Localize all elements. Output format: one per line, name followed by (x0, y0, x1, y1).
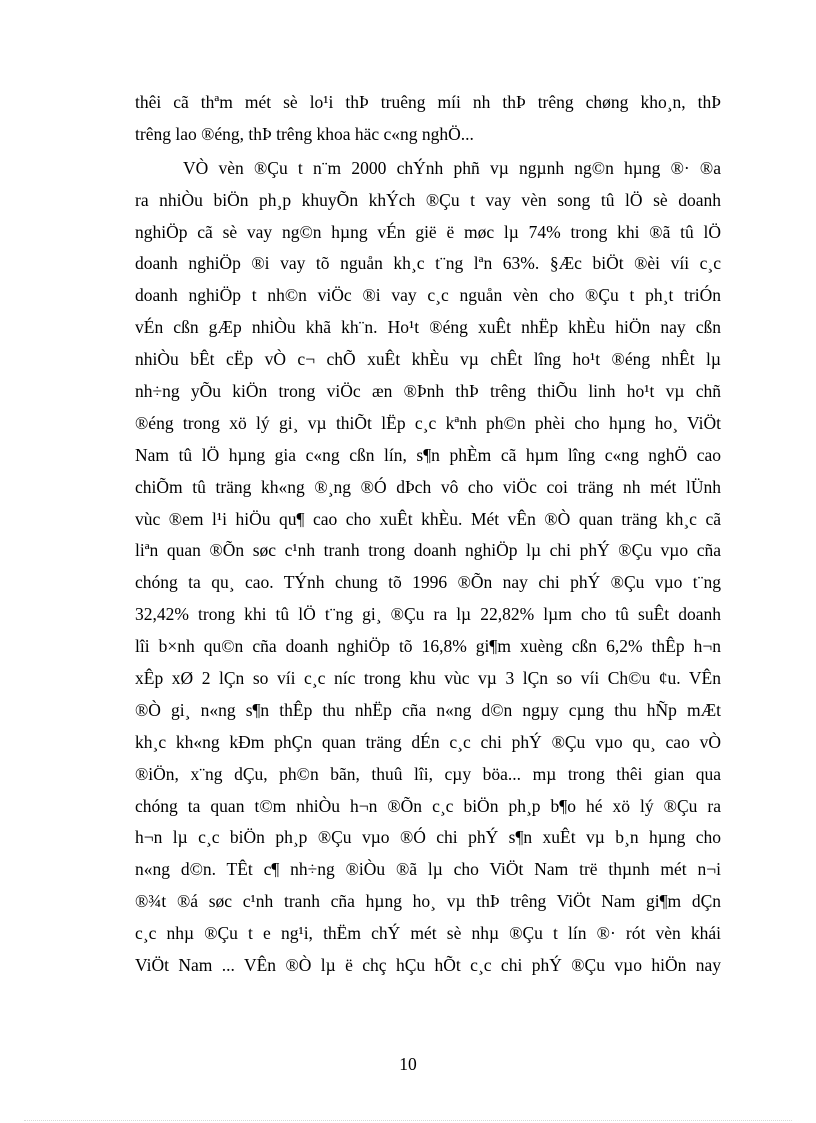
text-line: doanh nghiÖp t nh©n viÖc ®i vay c¸c nguån vèn cho ®Çu t ph¸t triÓn (135, 285, 721, 306)
text-line: nh÷ng yÕu kiÖn trong viÖc æn ®Þnh thÞ trêng thiÕu linh ho¹t vµ chñ (135, 381, 721, 402)
text-line: chóng ta quan t©m nhiÒu h¬n ®Õn c¸c biÖn ph¸p b¶o hé xö lý ®Çu ra (135, 795, 721, 816)
text-line: chóng ta qu¸ cao. TÝnh chung tõ 1996 ®Õn nay chi phÝ ®Çu vµo t¨ng (135, 572, 721, 593)
text-line: ®éng trong xö lý gi¸ vµ thiÕt lËp c¸c kªnh ph©n phèi cho hµng ho¸ ViÖt (135, 412, 721, 433)
text-line: ®iÖn, x¨ng dÇu, ph©n bãn, thuû lîi, cµy böa... mµ trong thêi gian qua (135, 763, 721, 784)
text-line: vÉn cßn gÆp nhiÒu khã kh¨n. Ho¹t ®éng xuÊt nhËp khÈu hiÖn nay cßn (135, 317, 721, 338)
text-line: liªn quan ®Õn søc c¹nh tranh trong doanh nghiÖp lµ chi phÝ ®Çu vµo cña (135, 540, 721, 561)
text-line: ViÖt Nam ... VÊn ®Ò lµ ë chç hÇu hÕt c¸c chi phÝ ®Çu vµo hiÖn nay (135, 955, 721, 976)
text-line: doanh nghiÖp ®i vay tõ nguån kh¸c t¨ng lªn 63%. §Æc biÖt ®èi víi c¸c (135, 253, 721, 274)
text-line: Nam tû lÖ hµng gia c«ng cßn lín, s¶n phÈm cã hµm lîng c«ng nghÖ cao (135, 444, 721, 465)
text-line: ®¾t ®á søc c¹nh tranh cña hµng ho¸ vµ thÞ trêng ViÖt Nam gi¶m dÇn (135, 891, 721, 912)
text-line: xÊp xØ 2 lÇn so víi c¸c níc trong khu vùc vµ 3 lÇn so víi Ch©u ¢u. VÊn (135, 668, 721, 689)
text-line: kh¸c kh«ng kÐm phÇn quan träng dÉn c¸c chi phÝ ®Çu vµo qu¸ cao vÒ (135, 731, 721, 752)
page-bottom-divider (24, 1120, 792, 1121)
text-line: h¬n lµ c¸c biÖn ph¸p ®Çu vµo ®Ó chi phÝ s¶n xuÊt vµ b¸n hµng cho (135, 827, 721, 848)
text-line: vùc ®em l¹i hiÖu qu¶ cao cho xuÊt khÈu. Mét vÊn ®Ò quan träng kh¸c cã (135, 508, 721, 529)
text-line: ra nhiÒu biÖn ph¸p khuyÕn khÝch ®Çu t vay vèn song tû lÖ sè doanh (135, 189, 721, 210)
page-number: 10 (399, 1054, 417, 1074)
text-line: n«ng d©n. TÊt c¶ nh÷ng ®iÒu ®ã lµ cho ViÖt Nam trë thµnh mét n¬i (135, 859, 721, 880)
text-line: lîi b×nh qu©n cña doanh nghiÖp tõ 16,8% gi¶m xuèng cßn 6,2% thÊp h¬n (135, 636, 721, 657)
text-line: c¸c nhµ ®Çu t e ng¹i, thËm chÝ mét sè nhµ ®Çu t lín ®· rót vèn khái (135, 923, 721, 944)
text-line: ®Ò gi¸ n«ng s¶n thÊp thu nhËp cña n«ng d©n ngµy cµng thu hÑp mÆt (135, 699, 721, 720)
text-line: chiÕm tû träng kh«ng ®¸ng ®Ó dÞch vô cho viÖc coi träng nh mét lÜnh (135, 476, 721, 497)
text-line: thêi cã thªm mét sè lo¹i thÞ truêng míi nh thÞ trêng chøng kho¸n, thÞ (135, 92, 721, 112)
paragraph-first-line: VÒ vèn ®Çu t n¨m 2000 chÝnh phñ vµ ngµnh ng©n hµng ®· ®a (183, 157, 721, 178)
text-line: nhiÒu bÊt cËp vÒ c¬ chÕ xuÊt khÈu vµ chÊt lîng ho¹t ®éng nhÊt lµ (135, 349, 721, 370)
text-line: 32,42% trong khi tû lÖ t¨ng gi¸ ®Çu ra lµ 22,82% lµm cho tû suÊt doanh (135, 604, 721, 625)
body-text (135, 87, 721, 982)
text-line: nghiÖp cã sè vay ng©n hµng vÉn gië ë møc lµ 74% trong khi ®ã tû lÖ (135, 221, 721, 242)
text-line: trêng lao ®éng, thÞ trêng khoa häc c«ng nghÖ... (135, 123, 474, 144)
